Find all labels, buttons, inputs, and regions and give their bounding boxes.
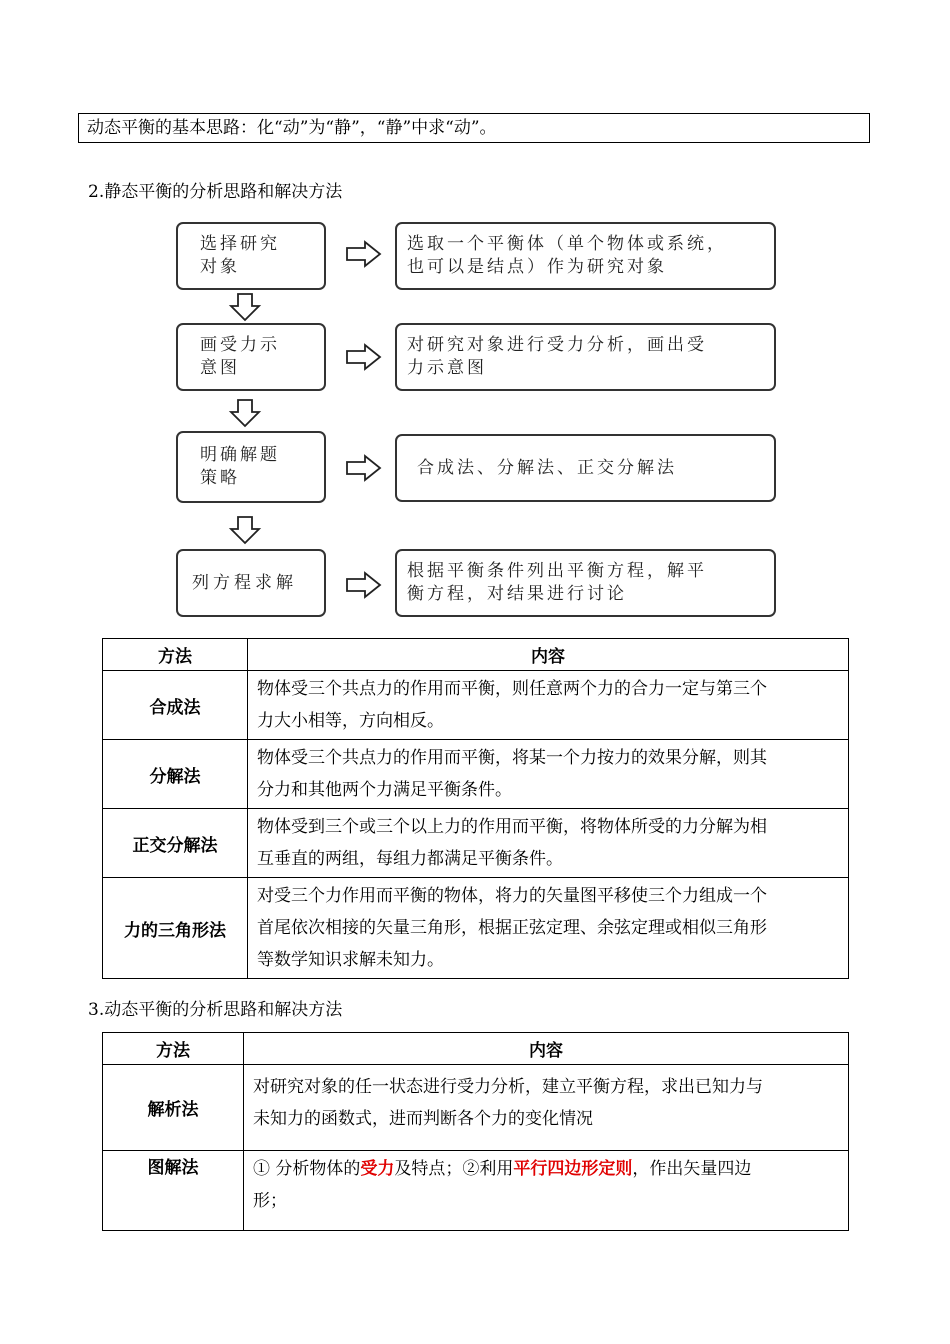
content-line — [253, 1153, 840, 1185]
text-span: 及特点；②利用 — [394, 1159, 514, 1179]
table-row — [103, 671, 849, 740]
column-header-content: 内容 — [244, 1033, 849, 1065]
content-line: 对受三个力作用而平衡的物体，将力的矢量图平移使三个力组成一个 — [257, 886, 767, 906]
method-cell: 解析法 — [103, 1065, 244, 1151]
flow-step-1-detail-line-2: 也可以是结点）作为研究对象 — [407, 257, 667, 277]
content-line: 物体受三个共点力的作用而平衡，将某一个力按力的效果分解，则其 — [257, 748, 767, 768]
flow-step-2-box — [176, 323, 326, 391]
method-cell: 分解法 — [103, 740, 248, 809]
content-line: 物体受到三个或三个以上力的作用而平衡，将物体所受的力分解为相 — [257, 817, 767, 837]
flow-step-2-line-1: 画受力示 — [200, 335, 280, 355]
column-header-method: 方法 — [103, 1033, 244, 1065]
content-line: 首尾依次相接的矢量三角形，根据正弦定理、余弦定理或相似三角形 — [257, 918, 767, 938]
content-cell — [244, 1065, 849, 1151]
content-line: 对研究对象的任一状态进行受力分析，建立平衡方程，求出已知力与 — [253, 1077, 763, 1097]
table-header-row — [103, 1033, 849, 1065]
method-cell: 合成法 — [103, 671, 248, 740]
content-line: 未知力的函数式，进而判断各个力的变化情况 — [253, 1109, 593, 1129]
flow-step-1-line-2: 对象 — [200, 257, 240, 277]
flow-step-3-detail — [395, 434, 776, 502]
content-line: 物体受三个共点力的作用而平衡，则任意两个力的合力一定与第三个 — [257, 679, 767, 699]
flow-step-2-line-2: 意图 — [200, 358, 240, 378]
flow-step-4-line-1: 列方程求解 — [192, 572, 297, 593]
column-header-content: 内容 — [248, 639, 849, 671]
flow-step-1-detail — [395, 222, 776, 290]
flow-step-3-detail-line-1: 合成法、分解法、正交分解法 — [417, 457, 677, 478]
right-arrow-icon — [345, 343, 383, 371]
flow-step-4-detail-line-2: 衡方程，对结果进行讨论 — [407, 584, 627, 604]
content-cell — [244, 1151, 849, 1231]
flow-step-2-detail-line-2: 力示意图 — [407, 358, 487, 378]
content-line: 等数学知识求解未知力。 — [257, 950, 444, 970]
right-arrow-icon — [345, 571, 383, 599]
flow-step-2-detail-line-1: 对研究对象进行受力分析，画出受 — [407, 335, 707, 355]
content-cell — [248, 809, 849, 878]
content-cell — [248, 878, 849, 979]
text-span: ，作出矢量四边 — [632, 1159, 752, 1179]
content-cell — [248, 740, 849, 809]
highlight-force: 受力 — [360, 1159, 395, 1179]
right-arrow-icon — [345, 240, 383, 268]
flow-step-4-detail — [395, 549, 776, 617]
table-row — [103, 1065, 849, 1151]
content-line: 形； — [253, 1191, 287, 1211]
section-3-heading: 3.动态平衡的分析思路和解决方法 — [88, 1000, 343, 1020]
flow-step-1-line-1: 选择研究 — [200, 234, 280, 254]
down-arrow-icon — [228, 292, 262, 322]
content-line: 力大小相等，方向相反。 — [257, 711, 444, 731]
dynamic-methods-table — [102, 1032, 849, 1231]
summary-box: 动态平衡的基本思路：化“动”为“静”，“静”中求“动”。 — [78, 113, 870, 143]
section-2-heading: 2.静态平衡的分析思路和解决方法 — [88, 182, 343, 202]
flow-step-4-box — [176, 549, 326, 617]
highlight-parallelogram-rule: 平行四边形定则 — [513, 1159, 633, 1179]
flow-step-1-box — [176, 222, 326, 290]
column-header-method: 方法 — [103, 639, 248, 671]
flow-step-3-line-1: 明确解题 — [200, 445, 280, 465]
content-cell — [248, 671, 849, 740]
content-line: 互垂直的两组，每组力都满足平衡条件。 — [257, 849, 563, 869]
table-row — [103, 809, 849, 878]
flow-step-1-detail-line-1: 选取一个平衡体（单个物体或系统， — [407, 234, 727, 254]
right-arrow-icon — [345, 454, 383, 482]
method-cell: 力的三角形法 — [103, 878, 248, 979]
static-methods-table — [102, 638, 849, 979]
flow-step-3-line-2: 策略 — [200, 468, 240, 488]
table-header-row — [103, 639, 849, 671]
table-row — [103, 740, 849, 809]
method-cell: 正交分解法 — [103, 809, 248, 878]
flow-step-3-box — [176, 431, 326, 503]
table-row — [103, 878, 849, 979]
down-arrow-icon — [228, 398, 262, 428]
content-line: 分力和其他两个力满足平衡条件。 — [257, 780, 512, 800]
flow-step-2-detail — [395, 323, 776, 391]
text-span: ① 分析物体的 — [253, 1159, 361, 1179]
flow-step-4-detail-line-1: 根据平衡条件列出平衡方程，解平 — [407, 561, 707, 581]
method-cell: 图解法 — [103, 1151, 244, 1231]
down-arrow-icon — [228, 515, 262, 545]
table-row — [103, 1151, 849, 1231]
